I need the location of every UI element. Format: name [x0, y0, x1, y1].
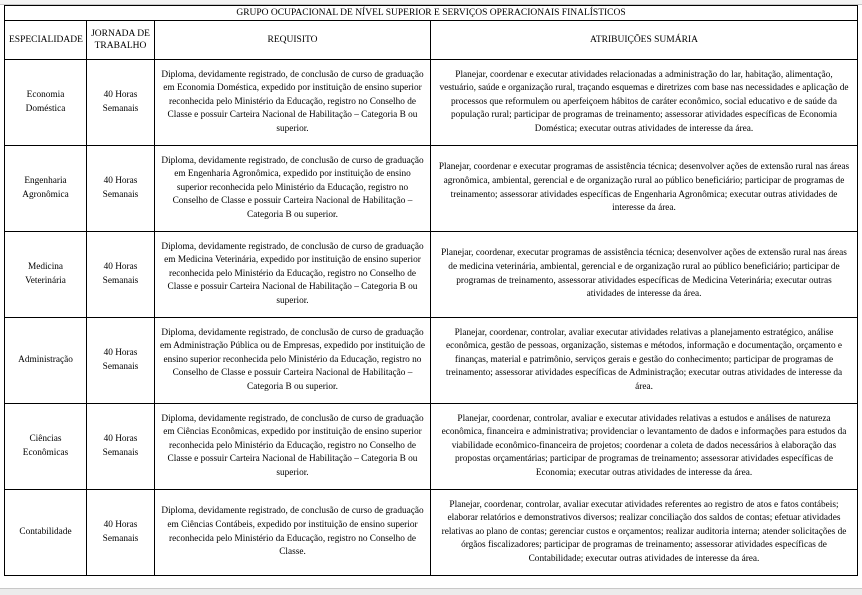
cell-especialidade: Engenharia Agronômica	[5, 146, 87, 232]
cell-especialidade: Economia Doméstica	[5, 60, 87, 146]
cell-especialidade: Administração	[5, 318, 87, 404]
cell-atribuicoes: Planejar, coordenar e executar programas de assistência técnica; desenvolver ações de extensão rural nas áreas agronômica, ambiental, gerencial e de organização rural ao público beneficiário; participar de programas de treinamento; assessorar atividades específicas de Engenharia Agronômica; executar outras atividades de interesse da área.	[431, 146, 858, 232]
cell-jornada: 40 Horas Semanais	[87, 232, 155, 318]
header-requisito: REQUISITO	[155, 21, 431, 60]
cell-atribuicoes: Planejar, coordenar e executar atividades relacionadas a administração do lar, habitação, alimentação, vestuário, saúde e organização rural, traçando esquemas e diretrizes com base nas necessidades e aplicação de processos que reformulem ou aperfeiçoem hábitos de caráter econômico, social educativo e de saúde da população rural; participar de programas de treinamento; assessorar atividades específicas de Economia Doméstica; executar outras atividades de interesse da área.	[431, 60, 858, 146]
group-title: GRUPO OCUPACIONAL DE NÍVEL SUPERIOR E SERVIÇOS OPERACIONAIS FINALÍSTICOS	[5, 6, 858, 21]
occupational-group-table	[4, 5, 858, 576]
cell-especialidade: Medicina Veterinária	[5, 232, 87, 318]
cell-jornada: 40 Horas Semanais	[87, 318, 155, 404]
cell-jornada: 40 Horas Semanais	[87, 60, 155, 146]
cell-especialidade: Ciências Econômicas	[5, 404, 87, 490]
cell-requisito: Diploma, devidamente registrado, de conclusão de curso de graduação em Medicina Veterinária, expedido por instituição de ensino superior reconhecida pelo Ministério da Educação, registro no Conselho de Classe e possuir Carteira Nacional de Habilitação – Categoria B ou superior.	[155, 232, 431, 318]
cell-requisito: Diploma, devidamente registrado, de conclusão de curso de graduação em Economia Doméstica, expedido por instituição de ensino superior reconhecida pelo Ministério da Educação, registro no Conselho de Classe e possuir Carteira Nacional de Habilitação – Categoria B ou superior.	[155, 60, 431, 146]
table-row	[5, 404, 858, 490]
cell-requisito: Diploma, devidamente registrado, de conclusão de curso de graduação em Administração Pública ou de Empresas, expedido por instituição de ensino superior reconhecida pelo Ministério da Educação, registro no Conselho de Classe e possuir Carteira Nacional de Habilitação – Categoria B ou superior.	[155, 318, 431, 404]
table-row	[5, 318, 858, 404]
cell-atribuicoes: Planejar, coordenar, controlar, avaliar e executar atividades relativas a estudos e análises de natureza econômica, financeira e administrativa; providenciar o levantamento de dados e informações para estudos da viabilidade econômico-financeira de projetos; coordenar a coleta de dados necessários à elaboração das propostas orçamentárias; participar de programas de treinamento; assessorar atividades específicas de Economia; executar outras atividades de interesse da área.	[431, 404, 858, 490]
cell-atribuicoes: Planejar, coordenar, controlar, avaliar executar atividades relativas a planejamento estratégico, análise econômica, gestão de pessoas, organização, sistemas e métodos, informação e documentação, orçamento e finanças, material e patrimônio, serviços gerais e gestão do conhecimento; participar de programas de treinamento; assessorar atividades específicas de Administração; executar outras atividades de interesse da área.	[431, 318, 858, 404]
header-atribuicoes: ATRIBUIÇÕES SUMÁRIA	[431, 21, 858, 60]
cell-jornada: 40 Horas Semanais	[87, 404, 155, 490]
table-row	[5, 146, 858, 232]
table-row	[5, 60, 858, 146]
cell-requisito: Diploma, devidamente registrado, de conclusão de curso de graduação em Ciências Contábeis, expedido por instituição de ensino superior reconhecida pelo Ministério da Educação, registro no Conselho de Classe.	[155, 490, 431, 576]
cell-requisito: Diploma, devidamente registrado, de conclusão de curso de graduação em Engenharia Agronômica, expedido por instituição de ensino superior reconhecida pelo Ministério da Educação, registro no Conselho de Classe e possuir Carteira Nacional de Habilitação – Categoria B ou superior.	[155, 146, 431, 232]
cell-atribuicoes: Planejar, coordenar, executar programas de assistência técnica; desenvolver ações de extensão rural nas áreas de medicina veterinária, ambiental, gerencial e de organização rural ao público beneficiário; participar de programas de treinamento, assessorar atividades específicas de Medicina Veterinária; executar outras atividades de interesse da área.	[431, 232, 858, 318]
header-jornada: JORNADA DE TRABALHO	[87, 21, 155, 60]
cell-especialidade: Contabilidade	[5, 490, 87, 576]
cell-jornada: 40 Horas Semanais	[87, 490, 155, 576]
cell-requisito: Diploma, devidamente registrado, de conclusão de curso de graduação em Ciências Econômicas, expedido por instituição de ensino superior reconhecida pelo Ministério da Educação, registro no Conselho de Classe e possuir Carteira Nacional de Habilitação – Categoria B ou superior.	[155, 404, 431, 490]
cell-atribuicoes: Planejar, coordenar, controlar, avaliar executar atividades referentes ao registro de atos e fatos contábeis; elaborar relatórios e demonstrativos diversos; realizar conciliação dos saldos de contas; efetuar atividades relativas ao plano de contas; gerenciar custos e orçamentos; realizar auditoria interna; atender solicitações de órgãos fiscalizadores; participar de programas de treinamento; assessorar atividades específicas de Contabilidade; executar outras atividades de interesse da área.	[431, 490, 858, 576]
table-row	[5, 232, 858, 318]
table-row	[5, 490, 858, 576]
header-especialidade: ESPECIALIDADE	[5, 21, 87, 60]
cell-jornada: 40 Horas Semanais	[87, 146, 155, 232]
